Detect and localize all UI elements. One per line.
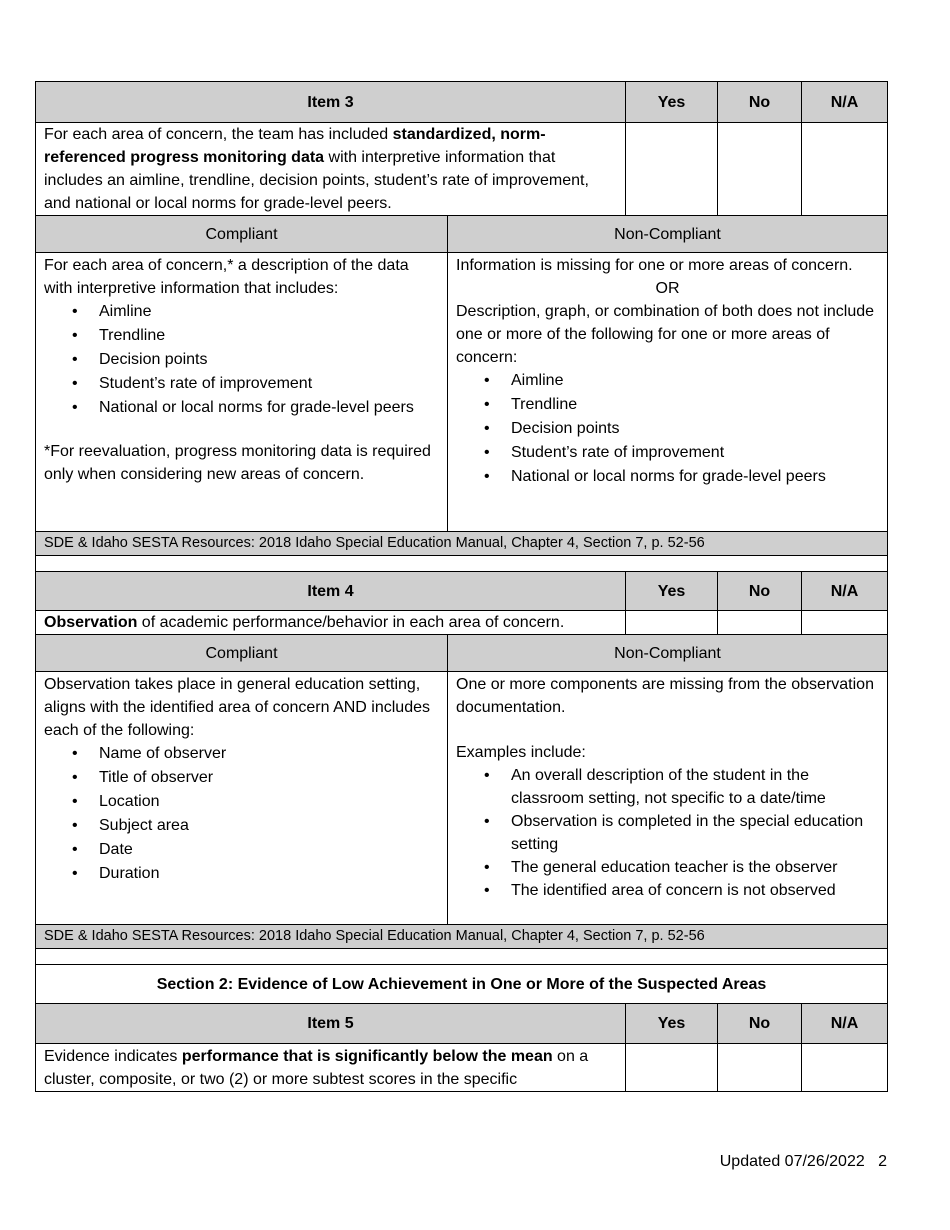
item4-na-header: N/A [802, 572, 888, 611]
item4-compliance-row [36, 672, 888, 925]
item3-compliance-row [36, 253, 888, 532]
list-item: • Decision points [99, 348, 439, 372]
item4-resources-row [36, 925, 888, 949]
list-item: • The identified area of concern is not observed [511, 879, 879, 902]
item4-noncompliant-list [456, 764, 879, 902]
list-item: • Name of observer [99, 742, 439, 766]
item3-statement-text: For each area of concern, the team has included [44, 126, 393, 143]
spacer-row [36, 556, 888, 572]
section2-title: Section 2: Evidence of Low Achievement in One or More of the Suspected Areas [36, 965, 888, 1004]
item4-yes-cell[interactable] [626, 611, 718, 635]
item5-no-header: No [718, 1004, 802, 1044]
item3-statement-bold: standardized, norm-referenced progress monitoring data [44, 126, 546, 166]
item4-noncompliant-cell [448, 672, 888, 925]
item4-no-header: No [718, 572, 802, 611]
item5-na-header: N/A [802, 1004, 888, 1044]
item5-statement-text: Evidence indicates [44, 1048, 182, 1065]
list-item: • Subject area [99, 814, 439, 838]
item3-header-row [36, 82, 888, 123]
item4-no-cell[interactable] [718, 611, 802, 635]
item4-statement-row [36, 611, 888, 635]
updated-date: Updated 07/26/2022 [719, 1153, 865, 1170]
list-item: • Location [99, 790, 439, 814]
item3-noncompliant-or: OR [655, 280, 680, 297]
item5-header-row [36, 1004, 888, 1044]
item4-yes-header: Yes [626, 572, 718, 611]
list-item: • Observation is completed in the special education setting [511, 810, 879, 856]
page-footer [720, 1153, 887, 1171]
list-item: • Date [99, 838, 439, 862]
item3-noncompliant-text: Information is missing for one or more areas of concern. [456, 257, 853, 274]
list-item: • Aimline [511, 369, 879, 393]
list-item: • Student’s rate of improvement [99, 372, 439, 396]
item3-statement-text-end: with interpretive information that includes an aimline, trendline, decision points, student’s rate of improvement, and national or local norms for grade-level peers. [44, 149, 589, 212]
item5-no-cell[interactable] [718, 1044, 802, 1092]
item4-compliance-header-row [36, 635, 888, 672]
item3-yes-cell[interactable] [626, 123, 718, 216]
item3-compliant-header: Compliant [36, 216, 448, 253]
item3-title: Item 3 [36, 82, 626, 123]
list-item: • The general education teacher is the observer [511, 856, 879, 879]
item3-noncompliant-cell [448, 253, 888, 532]
item4-resources: SDE & Idaho SESTA Resources: 2018 Idaho Special Education Manual, Chapter 4, Section 7, p. 52-56 [36, 925, 888, 949]
item3-yes-header: Yes [626, 82, 718, 123]
list-item: • Duration [99, 862, 439, 886]
item4-examples-label: Examples include: [456, 744, 586, 761]
item4-na-cell[interactable] [802, 611, 888, 635]
item4-compliant-intro: Observation takes place in general education setting, aligns with the identified area of concern AND includes each of the following: [44, 676, 430, 739]
item3-no-header: No [718, 82, 802, 123]
checklist-table [35, 81, 888, 1092]
item3-noncompliant-list [456, 369, 879, 489]
item5-na-cell[interactable] [802, 1044, 888, 1092]
item3-noncompliant-header: Non-Compliant [448, 216, 888, 253]
item3-compliant-cell [36, 253, 448, 532]
list-item: • Decision points [511, 417, 879, 441]
spacer-row [36, 949, 888, 965]
item4-statement [36, 611, 626, 635]
list-item: • National or local norms for grade-level peers [511, 465, 879, 489]
item3-compliance-header-row [36, 216, 888, 253]
list-item: • National or local norms for grade-level peers [99, 396, 439, 420]
item3-reevaluation-note: *For reevaluation, progress monitoring data is required only when considering new areas of concern. [44, 443, 431, 483]
item3-na-header: N/A [802, 82, 888, 123]
item3-resources-row [36, 532, 888, 556]
section2-row [36, 965, 888, 1004]
list-item: • Aimline [99, 300, 439, 324]
item4-header-row [36, 572, 888, 611]
page-number: 2 [878, 1153, 887, 1170]
item4-noncompliant-header: Non-Compliant [448, 635, 888, 672]
item3-compliant-list [44, 300, 439, 420]
item4-title: Item 4 [36, 572, 626, 611]
item4-noncompliant-text: One or more components are missing from the observation documentation. [456, 676, 874, 716]
item3-resources: SDE & Idaho SESTA Resources: 2018 Idaho Special Education Manual, Chapter 4, Section 7, p. 52-56 [36, 532, 888, 556]
list-item: • Student’s rate of improvement [511, 441, 879, 465]
evaluation-checklist [35, 81, 887, 1092]
item4-statement-text: of academic performance/behavior in each area of concern. [137, 614, 565, 631]
item5-statement [36, 1044, 626, 1092]
list-item: • Trendline [511, 393, 879, 417]
item5-yes-cell[interactable] [626, 1044, 718, 1092]
item3-statement-row [36, 123, 888, 216]
item4-compliant-header: Compliant [36, 635, 448, 672]
item3-no-cell[interactable] [718, 123, 802, 216]
item3-na-cell[interactable] [802, 123, 888, 216]
item5-statement-bold: performance that is significantly below the mean [181, 1048, 553, 1065]
item4-compliant-cell [36, 672, 448, 925]
item4-compliant-list [44, 742, 439, 886]
list-item: • An overall description of the student in the classroom setting, not specific to a date/time [511, 764, 879, 810]
item3-statement [36, 123, 626, 216]
list-item: • Title of observer [99, 766, 439, 790]
item5-statement-row [36, 1044, 888, 1092]
item3-noncompliant-text-2: Description, graph, or combination of both does not include one or more of the following for one or more areas of concern: [456, 303, 875, 366]
item5-statement-text-end: on a cluster, composite, or two (2) or more subtest scores in the specific [44, 1048, 589, 1088]
item5-yes-header: Yes [626, 1004, 718, 1044]
item4-statement-bold: Observation [44, 614, 138, 631]
item3-compliant-intro: For each area of concern,* a description of the data with interpretive information that includes: [44, 257, 409, 297]
list-item: • Trendline [99, 324, 439, 348]
item5-title: Item 5 [36, 1004, 626, 1044]
